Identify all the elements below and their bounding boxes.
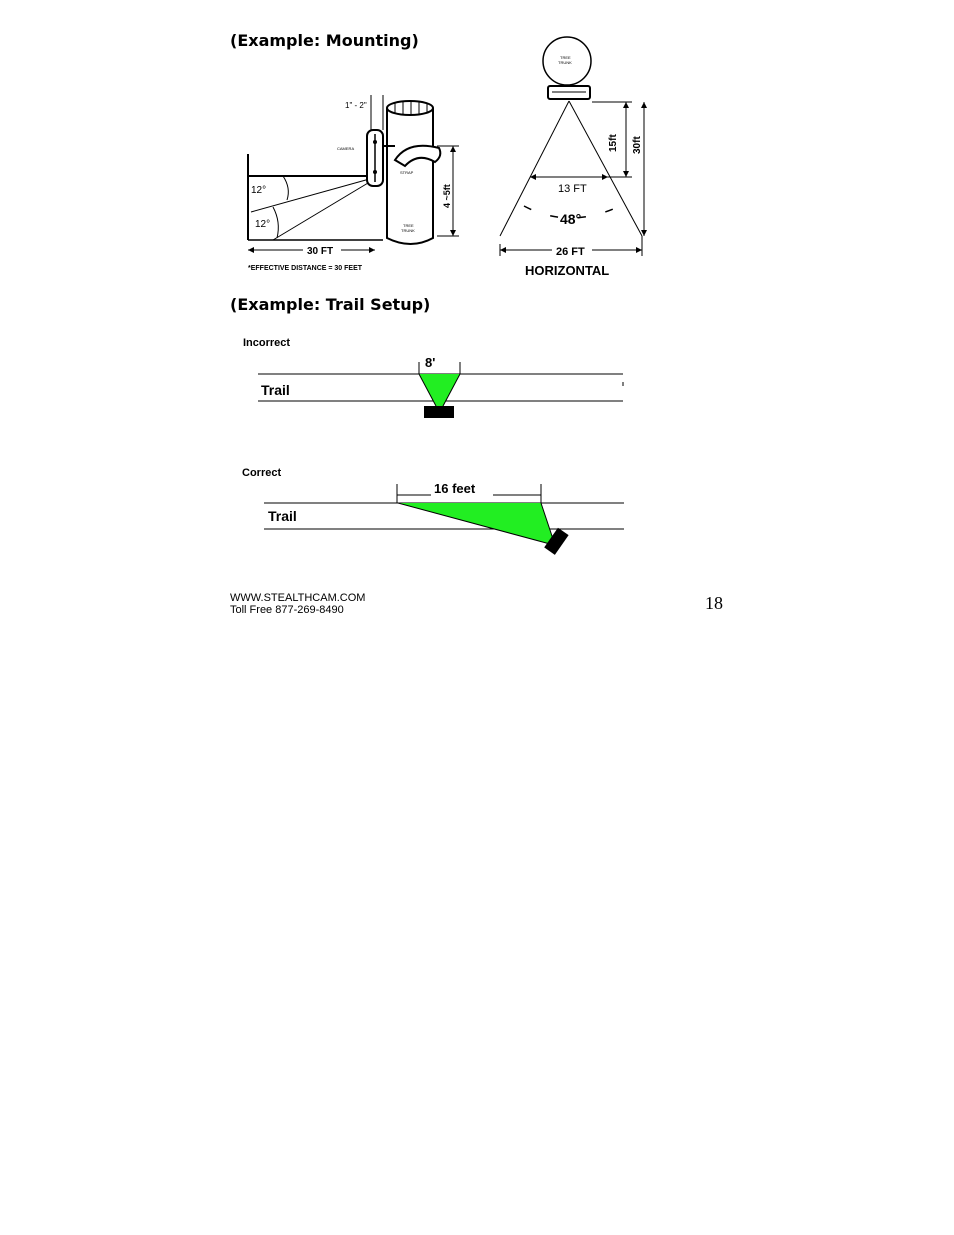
angle-upper-label: 12°	[251, 185, 267, 196]
correct-trail-diagram	[238, 462, 633, 558]
width-13-label: 13 FT	[558, 183, 587, 195]
height-label: 4 ~5ft	[442, 184, 452, 208]
distance-label: 30 FT	[307, 246, 334, 257]
footer-website: WWW.STEALTHCAM.COM	[230, 592, 366, 604]
tree-top-label-2: TRUNK	[558, 60, 572, 65]
incorrect-width-label: 8'	[425, 355, 436, 370]
incorrect-trail-label: Trail	[261, 382, 290, 398]
footer-phone: Toll Free 877-269-8490	[230, 604, 344, 616]
trail-setup-heading: (Example: Trail Setup)	[230, 295, 431, 314]
correct-trail-label: Trail	[268, 508, 297, 524]
horizontal-diagram	[494, 34, 654, 284]
incorrect-label: Incorrect	[243, 337, 291, 349]
strap-label: STRAP	[400, 170, 414, 175]
correct-distance-label: 16 feet	[434, 481, 476, 496]
mounting-heading: (Example: Mounting)	[230, 31, 419, 50]
incorrect-camera	[424, 406, 454, 418]
tree-top-label-1: TREE	[560, 55, 571, 60]
camera-label: CAMERA	[337, 146, 355, 151]
page-number: 18	[705, 593, 723, 613]
dist-30-label: 30ft	[632, 136, 643, 154]
width-26-label: 26 FT	[556, 246, 585, 258]
incorrect-trail-diagram	[238, 332, 633, 424]
dist-15-label: 15ft	[608, 134, 619, 152]
angle-lower-label: 12°	[255, 219, 271, 230]
angle-48-label: 48°	[560, 211, 582, 227]
correct-label: Correct	[242, 467, 282, 479]
dimension-top-label: 1" - 2"	[345, 101, 367, 110]
trunk-label-2: TRUNK	[401, 228, 415, 233]
trunk-label-1: TREE	[403, 223, 414, 228]
horizontal-caption: HORIZONTAL	[525, 263, 610, 278]
mounting-side-diagram	[243, 90, 473, 280]
effective-distance-note: *EFFECTIVE DISTANCE = 30 FEET	[248, 265, 363, 272]
